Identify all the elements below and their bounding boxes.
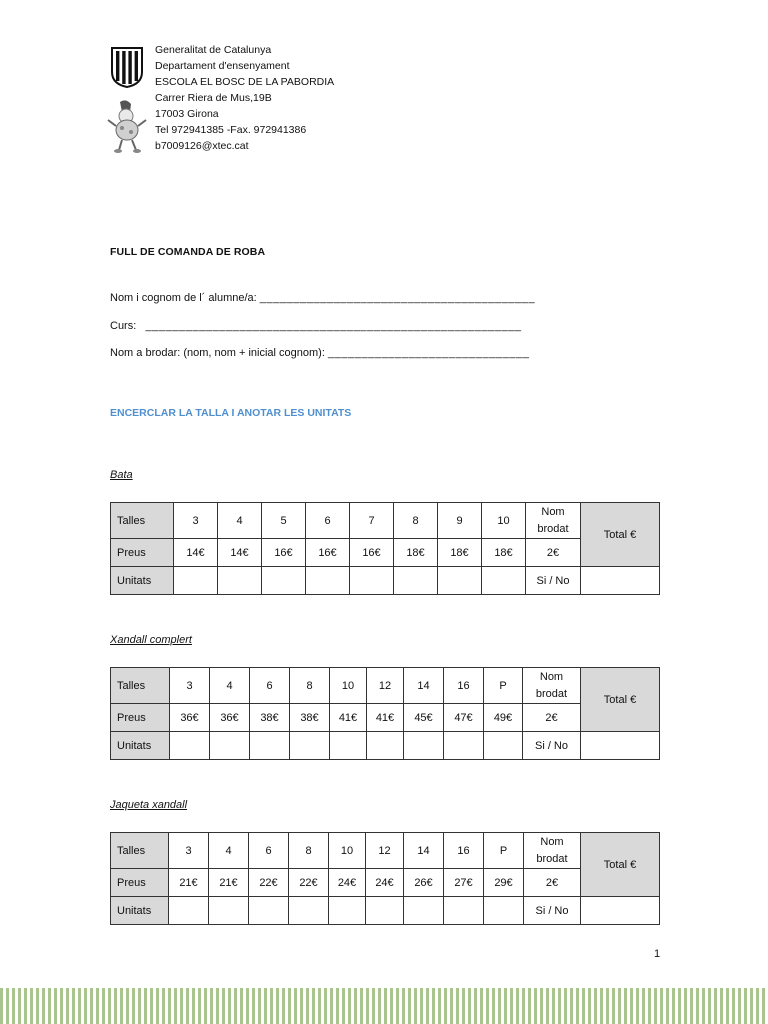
price-cell: 41€: [330, 704, 367, 732]
embroidered-name-price: 2€: [524, 869, 581, 897]
size-cell[interactable]: 4: [210, 668, 250, 704]
total-header: Total €: [581, 503, 660, 567]
row-label-prices: Preus: [111, 539, 174, 567]
units-input-cell[interactable]: [170, 732, 210, 760]
row-label-sizes: Talles: [111, 833, 169, 869]
price-cell: 27€: [444, 869, 484, 897]
size-cell[interactable]: 6: [306, 503, 350, 539]
price-cell: 38€: [290, 704, 330, 732]
size-cell[interactable]: 6: [249, 833, 289, 869]
price-cell: 18€: [438, 539, 482, 567]
size-cell[interactable]: 4: [209, 833, 249, 869]
total-header: Total €: [581, 833, 660, 897]
address-line: ESCOLA EL BOSC DE LA PABORDIA: [155, 76, 335, 88]
field-label: Curs:: [110, 320, 137, 332]
size-cell[interactable]: 14: [404, 833, 444, 869]
size-cell[interactable]: 10: [330, 668, 367, 704]
size-cell[interactable]: 16: [444, 668, 484, 704]
units-input-cell[interactable]: [444, 732, 484, 760]
units-input-cell[interactable]: [290, 732, 330, 760]
size-cell[interactable]: P: [484, 668, 523, 704]
size-cell[interactable]: 5: [262, 503, 306, 539]
embroidered-name-header: Nom brodat: [526, 503, 581, 539]
price-cell: 38€: [250, 704, 290, 732]
field-label: Nom a brodar: (nom, nom + inicial cognom):: [110, 347, 325, 359]
address-line: 17003 Girona: [155, 108, 219, 120]
school-mascot-icon: [106, 98, 148, 154]
price-cell: 14€: [174, 539, 218, 567]
size-cell[interactable]: 3: [169, 833, 209, 869]
units-input-cell[interactable]: [169, 897, 209, 925]
size-cell[interactable]: 8: [394, 503, 438, 539]
field-blank[interactable]: ________________________________________________________: [145, 320, 522, 332]
row-label-sizes: Talles: [111, 503, 174, 539]
row-label-units: Unitats: [111, 567, 174, 595]
row-label-prices: Preus: [111, 869, 169, 897]
bata-size-table: [110, 502, 660, 595]
units-input-cell[interactable]: [210, 732, 250, 760]
embroidered-name-option[interactable]: Si / No: [526, 567, 581, 595]
embroidered-name-option[interactable]: Si / No: [524, 897, 581, 925]
price-cell: 21€: [209, 869, 249, 897]
address-line: Carrer Riera de Mus,19B: [155, 92, 272, 104]
embroidered-name-header: Nom brodat: [523, 668, 581, 704]
units-input-cell[interactable]: [484, 732, 523, 760]
size-cell[interactable]: 6: [250, 668, 290, 704]
embroidered-name-price: 2€: [526, 539, 581, 567]
embroidered-name-price: 2€: [523, 704, 581, 732]
total-input-cell[interactable]: [581, 897, 660, 925]
size-cell[interactable]: 8: [289, 833, 329, 869]
units-input-cell[interactable]: [367, 732, 404, 760]
course-field[interactable]: [110, 320, 650, 332]
size-cell[interactable]: 12: [367, 668, 404, 704]
units-input-cell[interactable]: [366, 897, 404, 925]
school-address-block: [155, 42, 334, 154]
field-blank[interactable]: _________________________________________: [259, 292, 536, 304]
price-cell: 36€: [170, 704, 210, 732]
units-input-cell[interactable]: [444, 897, 484, 925]
generalitat-seal-icon: [110, 46, 144, 88]
units-input-cell[interactable]: [404, 732, 444, 760]
units-input-cell[interactable]: [250, 732, 290, 760]
page-number: 1: [654, 948, 661, 960]
field-label: Nom i cognom de l´ alumne/a:: [110, 292, 257, 304]
units-input-cell[interactable]: [350, 567, 394, 595]
table-label-xandall: Xandall complert: [110, 634, 192, 646]
units-input-cell[interactable]: [262, 567, 306, 595]
price-cell: 18€: [482, 539, 526, 567]
size-cell[interactable]: 3: [170, 668, 210, 704]
price-cell: 24€: [329, 869, 366, 897]
field-blank[interactable]: ______________________________: [327, 347, 530, 359]
address-line: Departament d'ensenyament: [155, 60, 290, 72]
units-input-cell[interactable]: [209, 897, 249, 925]
email-link[interactable]: b7009126@xtec.cat: [155, 140, 249, 152]
row-label-units: Unitats: [111, 897, 169, 925]
embroidered-name-header: Nom brodat: [524, 833, 581, 869]
price-cell: 16€: [262, 539, 306, 567]
price-cell: 16€: [350, 539, 394, 567]
units-input-cell[interactable]: [438, 567, 482, 595]
price-cell: 26€: [404, 869, 444, 897]
size-cell[interactable]: 8: [290, 668, 330, 704]
price-cell: 29€: [484, 869, 524, 897]
document-title: FULL DE COMANDA DE ROBA: [110, 246, 266, 258]
table-label-jaqueta: Jaqueta xandall: [110, 799, 188, 811]
price-cell: 18€: [394, 539, 438, 567]
units-input-cell[interactable]: [174, 567, 218, 595]
price-cell: 41€: [367, 704, 404, 732]
row-label-sizes: Talles: [111, 668, 170, 704]
size-cell[interactable]: 10: [482, 503, 526, 539]
xandall-size-table: [110, 667, 660, 760]
units-input-cell[interactable]: [329, 897, 366, 925]
embroidery-name-field[interactable]: [110, 347, 650, 359]
size-cell[interactable]: 14: [404, 668, 444, 704]
units-input-cell[interactable]: [484, 897, 524, 925]
row-label-units: Unitats: [111, 732, 170, 760]
section-title: ENCERCLAR LA TALLA I ANOTAR LES UNITATS: [110, 407, 352, 419]
units-input-cell[interactable]: [394, 567, 438, 595]
row-label-prices: Preus: [111, 704, 170, 732]
price-cell: 21€: [169, 869, 209, 897]
units-input-cell[interactable]: [249, 897, 289, 925]
size-cell[interactable]: 10: [329, 833, 366, 869]
price-cell: 22€: [289, 869, 329, 897]
size-cell[interactable]: 12: [366, 833, 404, 869]
jaqueta-size-table: [110, 832, 660, 925]
table-label-bata: Bata: [110, 469, 133, 481]
price-cell: 24€: [366, 869, 404, 897]
price-cell: 14€: [218, 539, 262, 567]
embroidered-name-option[interactable]: Si / No: [523, 732, 581, 760]
units-input-cell[interactable]: [330, 732, 367, 760]
address-line: Generalitat de Catalunya: [155, 44, 272, 56]
units-input-cell[interactable]: [482, 567, 526, 595]
address-line: Tel 972941385 -Fax. 972941386: [155, 124, 307, 136]
price-cell: 36€: [210, 704, 250, 732]
units-input-cell[interactable]: [404, 897, 444, 925]
price-cell: 47€: [444, 704, 484, 732]
size-cell[interactable]: 7: [350, 503, 394, 539]
units-input-cell[interactable]: [306, 567, 350, 595]
units-input-cell[interactable]: [218, 567, 262, 595]
total-input-cell[interactable]: [581, 732, 660, 760]
price-cell: 45€: [404, 704, 444, 732]
size-cell[interactable]: 3: [174, 503, 218, 539]
price-cell: 16€: [306, 539, 350, 567]
total-header: Total €: [581, 668, 660, 732]
size-cell[interactable]: P: [484, 833, 524, 869]
decorative-stripe-footer: [0, 988, 768, 1024]
total-input-cell[interactable]: [581, 567, 660, 595]
size-cell[interactable]: 9: [438, 503, 482, 539]
units-input-cell[interactable]: [289, 897, 329, 925]
student-name-field[interactable]: [110, 292, 650, 304]
size-cell[interactable]: 16: [444, 833, 484, 869]
price-cell: 22€: [249, 869, 289, 897]
size-cell[interactable]: 4: [218, 503, 262, 539]
price-cell: 49€: [484, 704, 523, 732]
